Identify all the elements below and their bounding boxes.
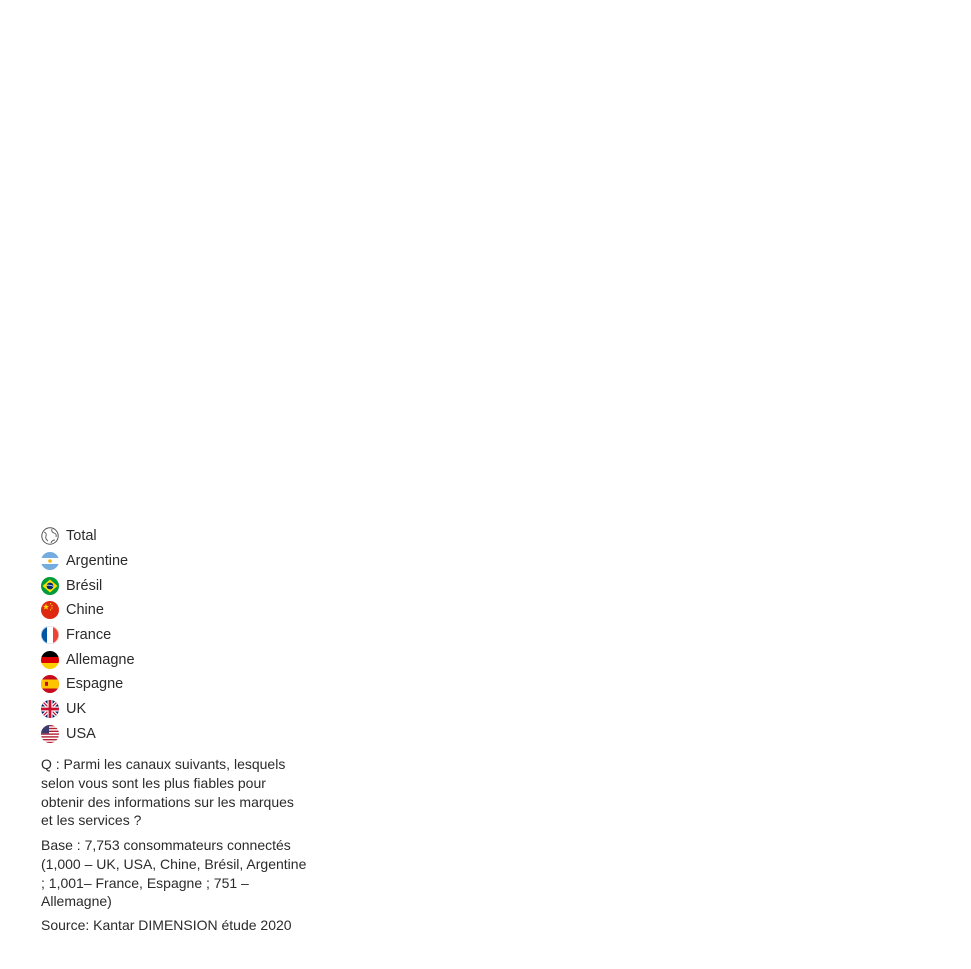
flag-uk-icon <box>41 700 59 718</box>
legend-label: UK <box>66 701 87 718</box>
legend-item-france <box>41 623 341 648</box>
flag-france-icon <box>41 626 59 644</box>
legend-label: France <box>66 627 112 644</box>
legend-label: Total <box>66 528 97 545</box>
legend-label: Argentine <box>66 553 129 570</box>
legend-item-allemagne <box>41 647 341 672</box>
flag-germany-icon <box>41 651 59 669</box>
legend-item-chine <box>41 598 341 623</box>
question-note: Q : Parmi les canaux suivants, lesquels selon vous sont les plus fiables pour obtenir des informations sur les marques et les services ? <box>41 756 294 829</box>
legend-item-uk <box>41 697 341 722</box>
legend-label: Allemagne <box>66 651 135 668</box>
flag-usa-icon <box>41 725 59 743</box>
legend-item-bresil <box>41 573 341 598</box>
legend-item-total <box>41 524 341 549</box>
legend-item-usa <box>41 722 341 747</box>
legend-item-argentine <box>41 549 341 574</box>
flag-spain-icon <box>41 675 59 693</box>
source-note: Source: Kantar DIMENSION étude 2020 <box>41 917 292 933</box>
globe-icon <box>41 527 59 545</box>
flag-argentina-icon <box>41 552 59 570</box>
flag-brazil-icon <box>41 577 59 595</box>
legend-label: Chine <box>66 602 104 619</box>
chart-legend <box>41 524 341 746</box>
legend-label: USA <box>66 725 96 742</box>
legend-item-espagne <box>41 672 341 697</box>
flag-china-icon <box>41 601 59 619</box>
legend-label: Brésil <box>66 577 103 594</box>
base-note: Base : 7,753 consommateurs connectés (1,000 – UK, USA, Chine, Brésil, Argentine ; 1,001– France, Espagne ; 751 – Allemagne) <box>41 837 307 910</box>
legend-label: Espagne <box>66 676 124 693</box>
